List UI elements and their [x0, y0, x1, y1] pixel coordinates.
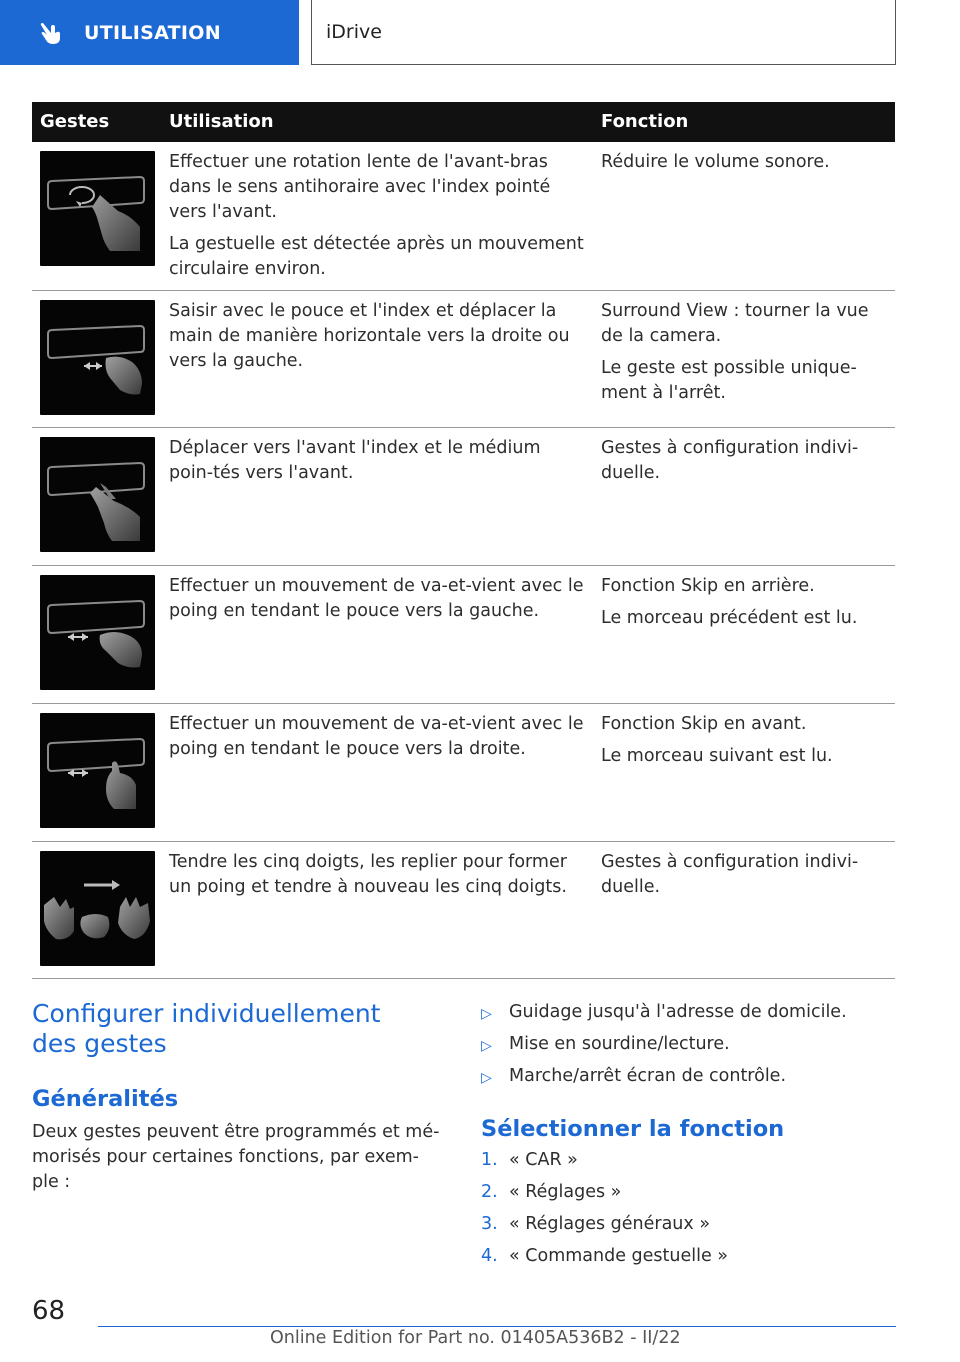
use-text: Effectuer un mouvement de va-et-vient avec le poing en tendant le pouce vers la gauche.: [169, 576, 584, 621]
function-text: Réduire le volume sonore.: [601, 152, 830, 172]
use-text: Effectuer une rotation lente de l'avant-bras dans le sens antihoraire avec l'index pointé vers l'avant.: [169, 152, 551, 222]
function-text: Fonction Skip en arrière.: [601, 576, 815, 596]
step-item: 2. « Réglages »: [481, 1182, 622, 1202]
table-row: [32, 428, 895, 566]
section-tab: [0, 0, 299, 65]
gesture-thumb-right-icon: [40, 713, 155, 828]
function-text: Gestes à configuration indivi-duelle.: [601, 852, 859, 897]
step-item: 3. « Réglages généraux »: [481, 1214, 711, 1234]
step-item: 1. « CAR »: [481, 1150, 578, 1170]
list-item: ▷ Guidage jusqu'à l'adresse de domicile.: [481, 1002, 847, 1026]
table-row: [32, 842, 895, 979]
footer-divider: [98, 1326, 896, 1327]
use-text: Déplacer vers l'avant l'index et le médium poin-tés vers l'avant.: [169, 438, 541, 483]
function-text: Fonction Skip en avant.: [601, 714, 807, 734]
use-text: La gestuelle est détectée après un mouvement circulaire environ.: [169, 234, 584, 279]
function-text: Gestes à configuration indivi-duelle.: [601, 438, 859, 483]
table-header: [32, 102, 895, 142]
table-row: [32, 704, 895, 842]
use-text: Saisir avec le pouce et l'index et déplacer la main de manière horizontale vers la droite ou vers la gauche.: [169, 301, 570, 371]
general-text: Deux gestes peuvent être programmés et mé-morisés pour certaines fonctions, par exem-ple :: [32, 1122, 440, 1192]
section-heading: Configurer individuellement des gestes: [32, 999, 381, 1058]
triangle-bullet-icon: ▷: [481, 1006, 492, 1022]
function-text: Le geste est possible unique-ment à l'arrêt.: [601, 358, 857, 403]
list-item: ▷ Mise en sourdine/lecture.: [481, 1034, 730, 1058]
gestures-table: [32, 102, 895, 979]
triangle-bullet-icon: ▷: [481, 1070, 492, 1086]
gesture-two-finger-point-icon: [40, 437, 155, 552]
chapter-box: [311, 0, 896, 65]
table-row: [32, 566, 895, 704]
hand-pointer-icon: [38, 20, 64, 46]
table-row: [32, 142, 895, 291]
header-utilisation: Utilisation: [169, 111, 274, 132]
table-row: [32, 291, 895, 428]
select-function-heading: Sélectionner la fonction: [481, 1116, 785, 1142]
function-text: Le morceau suivant est lu.: [601, 746, 833, 766]
gesture-pinch-swipe-icon: [40, 300, 155, 415]
gesture-open-fist-open-icon: [40, 851, 155, 966]
triangle-bullet-icon: ▷: [481, 1038, 492, 1054]
list-item: ▷ Marche/arrêt écran de contrôle.: [481, 1066, 786, 1090]
step-item: 4. « Commande gestuelle »: [481, 1246, 729, 1266]
gesture-rotate-ccw-icon: [40, 151, 155, 266]
general-heading: Généralités: [32, 1086, 179, 1112]
gesture-thumb-left-icon: [40, 575, 155, 690]
chapter-title: iDrive: [326, 21, 382, 43]
page-number: 68: [32, 1296, 66, 1326]
use-text: Effectuer un mouvement de va-et-vient avec le poing en tendant le pouce vers la droite.: [169, 714, 584, 759]
function-text: Le morceau précédent est lu.: [601, 608, 858, 628]
function-text: Surround View : tourner la vue de la camera.: [601, 301, 869, 346]
section-title: UTILISATION: [84, 21, 221, 44]
use-text: Tendre les cinq doigts, les replier pour former un poing et tendre à nouveau les cinq doigts.: [169, 852, 567, 897]
footer-text: Online Edition for Part no. 01405A536B2 - II/22: [270, 1328, 681, 1348]
header-fonction: Fonction: [601, 111, 689, 132]
header-gestes: Gestes: [40, 111, 110, 132]
